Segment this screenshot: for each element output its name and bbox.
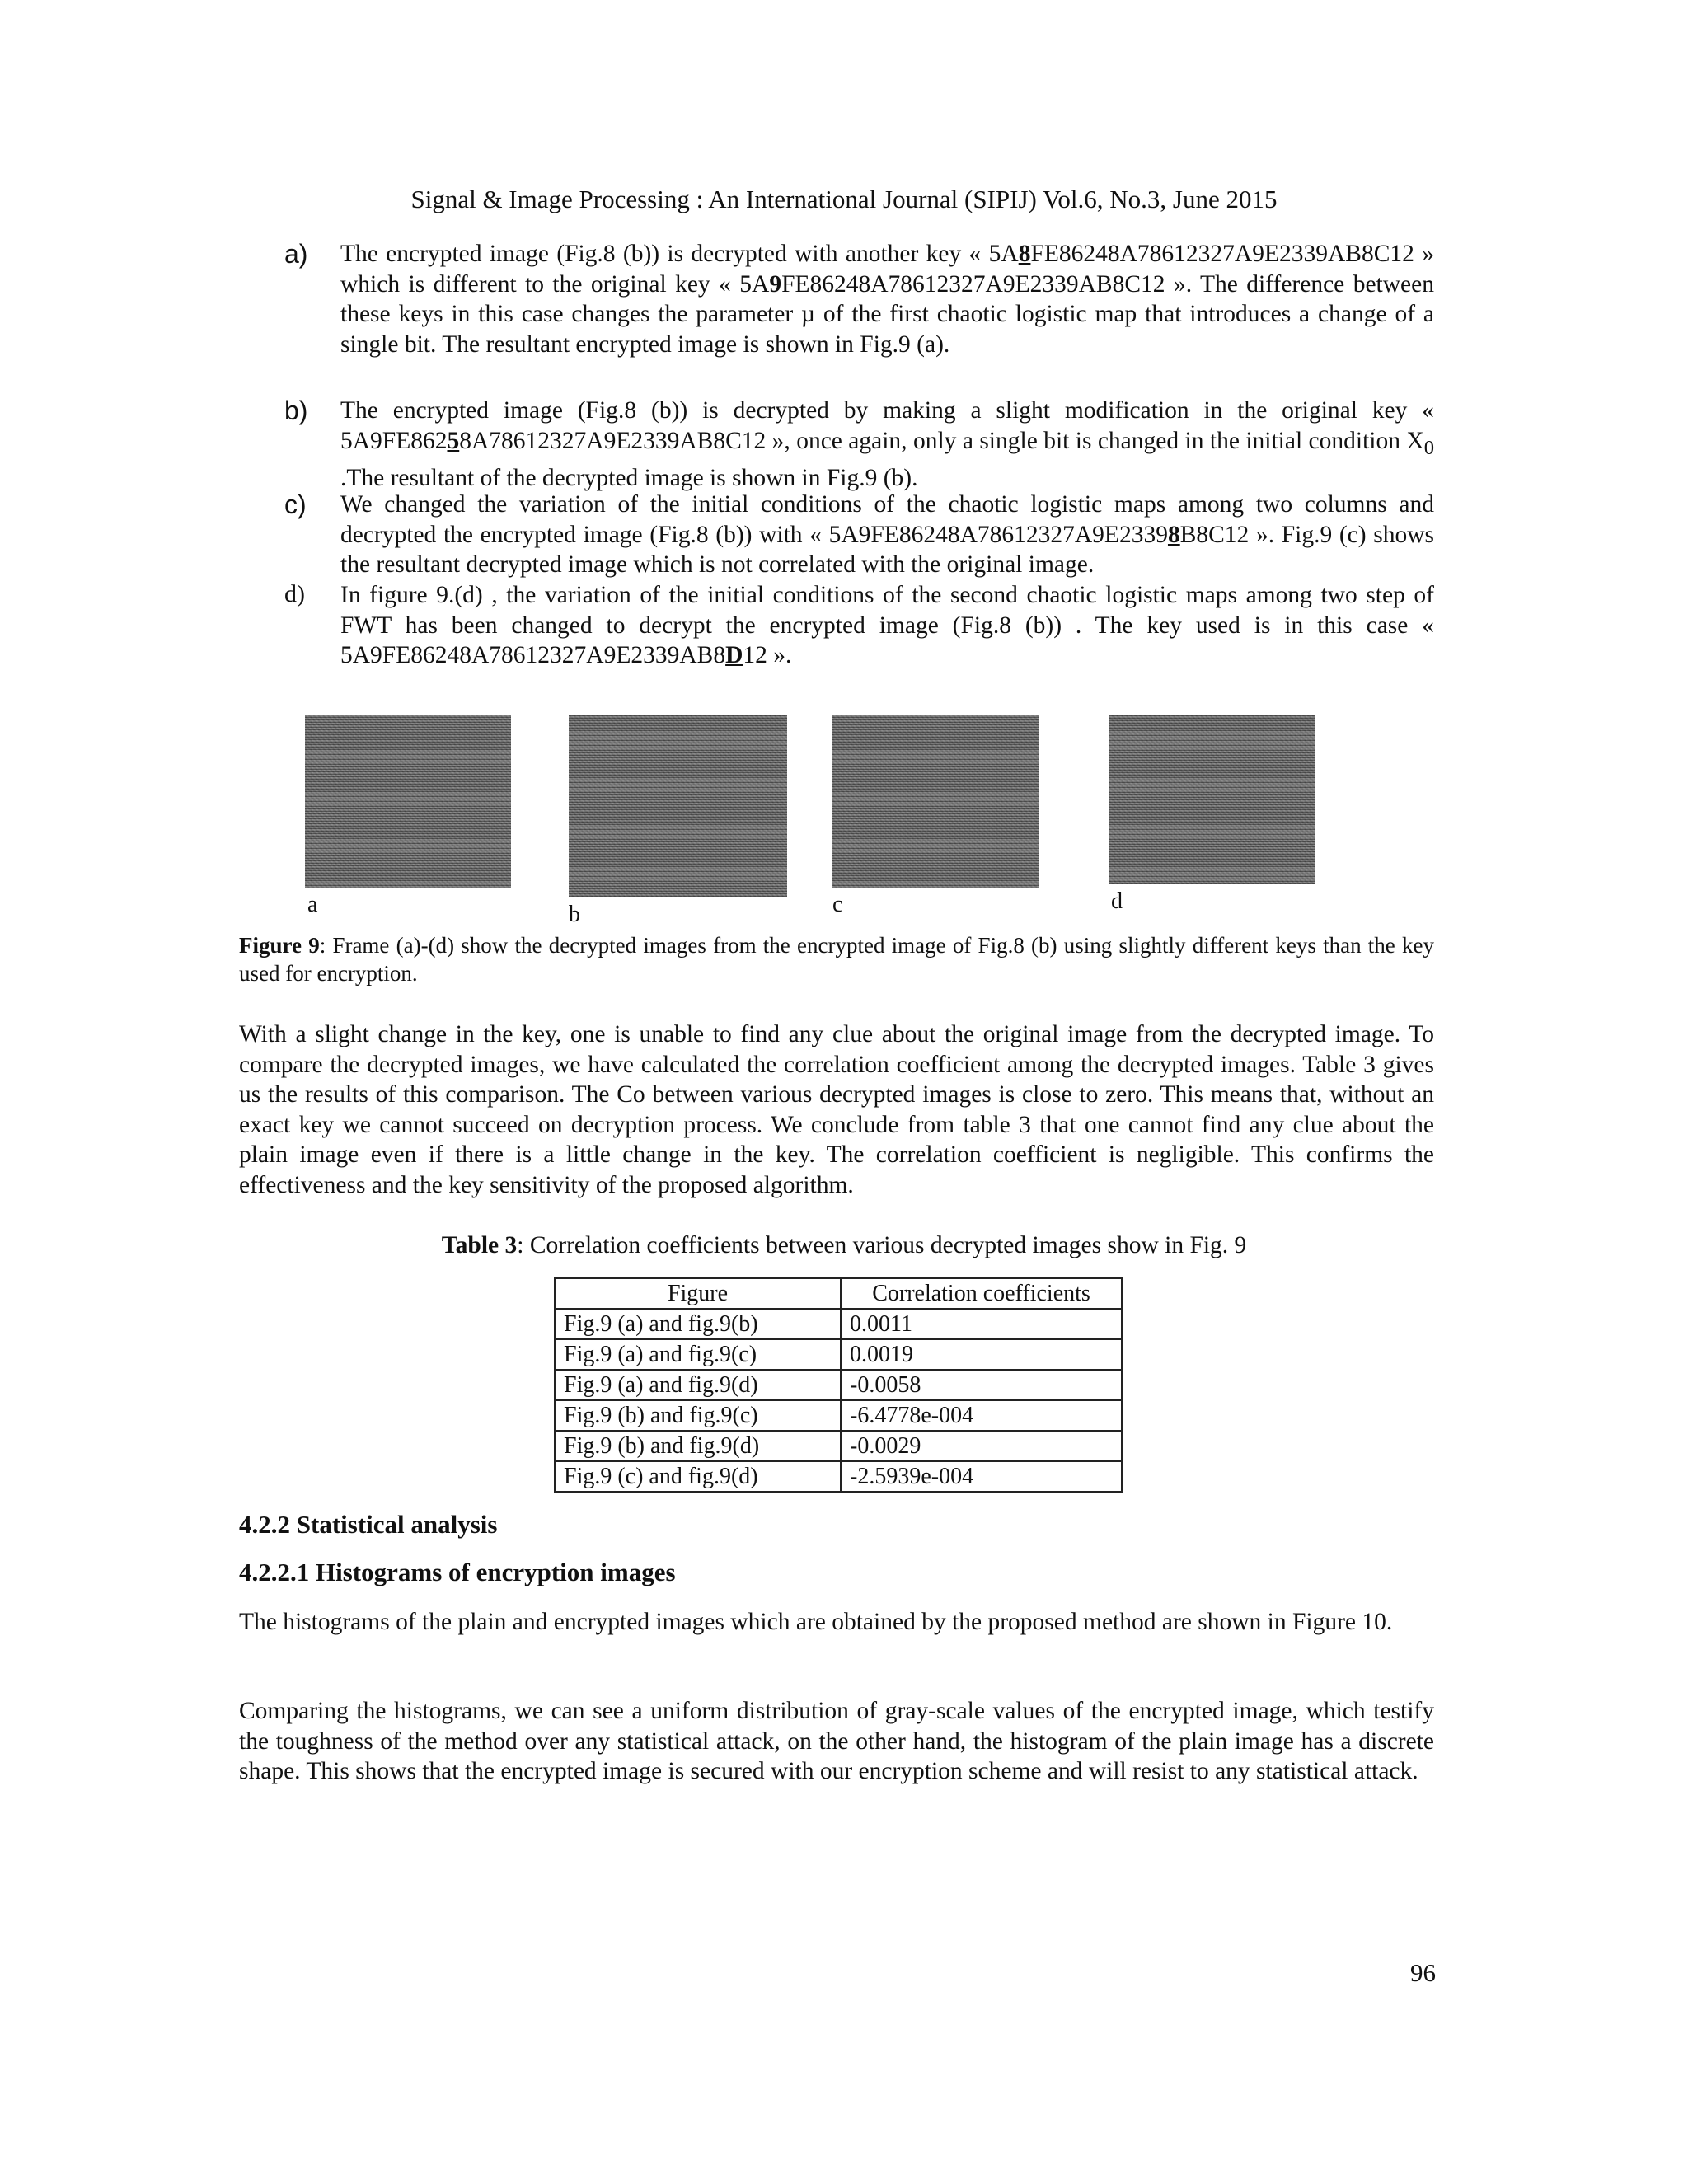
decrypted-image-d bbox=[1109, 715, 1315, 884]
changed-digit: D bbox=[725, 642, 743, 668]
figure-label-b: b bbox=[569, 902, 580, 927]
list-text: The encrypted image (Fig.8 (b)) is decrypted with another key « 5A8FE86248A78612327A9E2339AB8C12 » which is different to the original key « 5A9FE86248A78612327A9E2339AB8C12 ». The difference between these keys in this case changes the parameter µ of the first chaotic logistic map that introduces a change of a single bit. The resultant encrypted image is shown in Fig.9 (a). bbox=[340, 241, 1434, 358]
figure-label-a: a bbox=[307, 892, 318, 917]
table-row: Fig.9 (b) and fig.9(c) -6.4778e-004 bbox=[555, 1400, 1122, 1431]
table-header-row bbox=[555, 1278, 1122, 1309]
figure-label-c: c bbox=[832, 892, 843, 917]
subscript: 0 bbox=[1423, 436, 1434, 459]
body-paragraph-3: Comparing the histograms, we can see a uniform distribution of gray-scale values of the encrypted image, which testify the toughness of the method over any statistical attack, on the other hand, the histogram of the plain image has a discrete shape. This shows that the encrypted image is secured with our encryption scheme and will resist to any statistical attack. bbox=[239, 1698, 1434, 1784]
running-header: Signal & Image Processing : An International Journal (SIPIJ) Vol.6, No.3, June 2015 bbox=[410, 185, 1278, 213]
page-number: 96 bbox=[1410, 1958, 1436, 1987]
body-paragraph-1: With a slight change in the key, one is unable to find any clue about the original image from the decrypted image. To compare the decrypted images, we have calculated the correlation coefficient among the decrypted images. Table 3 gives us the results of this comparison. The Co between various decrypted images is close to zero. This means that, without an exact key we cannot succeed on decryption process. We conclude from table 3 that one cannot find any clue about the plain image even if there is a little change in the key. The correlation coefficient is negligible. This confirms the effectiveness and the key sensitivity of the proposed algorithm. bbox=[239, 1021, 1434, 1198]
table-row: Fig.9 (c) and fig.9(d) -2.5939e-004 bbox=[555, 1461, 1122, 1492]
section-heading: 4.2.2 Statistical analysis bbox=[239, 1510, 498, 1539]
changed-digit: 5 bbox=[447, 427, 460, 454]
list-marker: b) bbox=[284, 396, 308, 425]
list-marker: d) bbox=[284, 580, 305, 607]
list-text: In figure 9.(d) , the variation of the initial conditions of the second chaotic logistic maps among two step of FWT has been changed to decrypt the encrypted image (Fig.8 (b)) . The key used is in this case « 5A9FE86248A78612327A9E2339AB8D12 ». bbox=[340, 582, 1434, 668]
list-marker: a) bbox=[284, 239, 308, 269]
table-caption: Table 3: Correlation coefficients between various decrypted images show in Fig. 9 bbox=[441, 1232, 1247, 1258]
table-row: Fig.9 (b) and fig.9(d) -0.0029 bbox=[555, 1431, 1122, 1461]
correlation-table bbox=[554, 1277, 1123, 1493]
decrypted-image-b bbox=[569, 715, 787, 897]
column-header: Figure bbox=[555, 1278, 841, 1309]
figure-label-d: d bbox=[1111, 888, 1123, 914]
original-digit: 9 bbox=[769, 270, 782, 298]
decrypted-image-c bbox=[832, 715, 1039, 888]
list-item-a bbox=[284, 239, 1434, 359]
body-paragraph-2: The histograms of the plain and encrypted images which are obtained by the proposed method are shown in Figure 10. bbox=[239, 1609, 1393, 1635]
changed-digit: 8 bbox=[1018, 241, 1031, 267]
list-marker: c) bbox=[284, 490, 307, 519]
decrypted-image-a bbox=[305, 715, 511, 888]
subsection-heading: 4.2.2.1 Histograms of encryption images bbox=[239, 1558, 676, 1586]
list-text: The encrypted image (Fig.8 (b)) is decrypted by making a slight modification in the original key « 5A9FE86258A78612327A9E2339AB8C12 », once again, only a single bit is changed in the initial condition $X_0$ .The resultant of the decrypted image is shown in Fig.9 (b). bbox=[340, 397, 1434, 491]
table-row: Fig.9 (a) and fig.9(d) -0.0058 bbox=[555, 1370, 1122, 1400]
table-row: Fig.9 (a) and fig.9(c) 0.0019 bbox=[555, 1339, 1122, 1370]
list-item-c bbox=[284, 490, 1434, 580]
changed-digit: 8 bbox=[1167, 521, 1180, 548]
list-item-d bbox=[284, 580, 1434, 671]
table-row: Fig.9 (a) and fig.9(b) 0.0011 bbox=[555, 1309, 1122, 1339]
list-text: We changed the variation of the initial conditions of the chaotic logistic maps among two columns and decrypted the encrypted image (Fig.8 (b)) with « 5A9FE86248A78612327A9E23398B8C12 ». Fig.9 (c) shows the resultant decrypted image which is not correlated with the original image. bbox=[340, 491, 1434, 578]
list-item-b bbox=[284, 396, 1434, 493]
column-header: Correlation coefficients bbox=[841, 1278, 1122, 1309]
figure-caption: Figure 9: Frame (a)-(d) show the decrypted images from the encrypted image of Fig.8 (b) using slightly different keys than the key used for encryption. bbox=[239, 933, 1434, 986]
